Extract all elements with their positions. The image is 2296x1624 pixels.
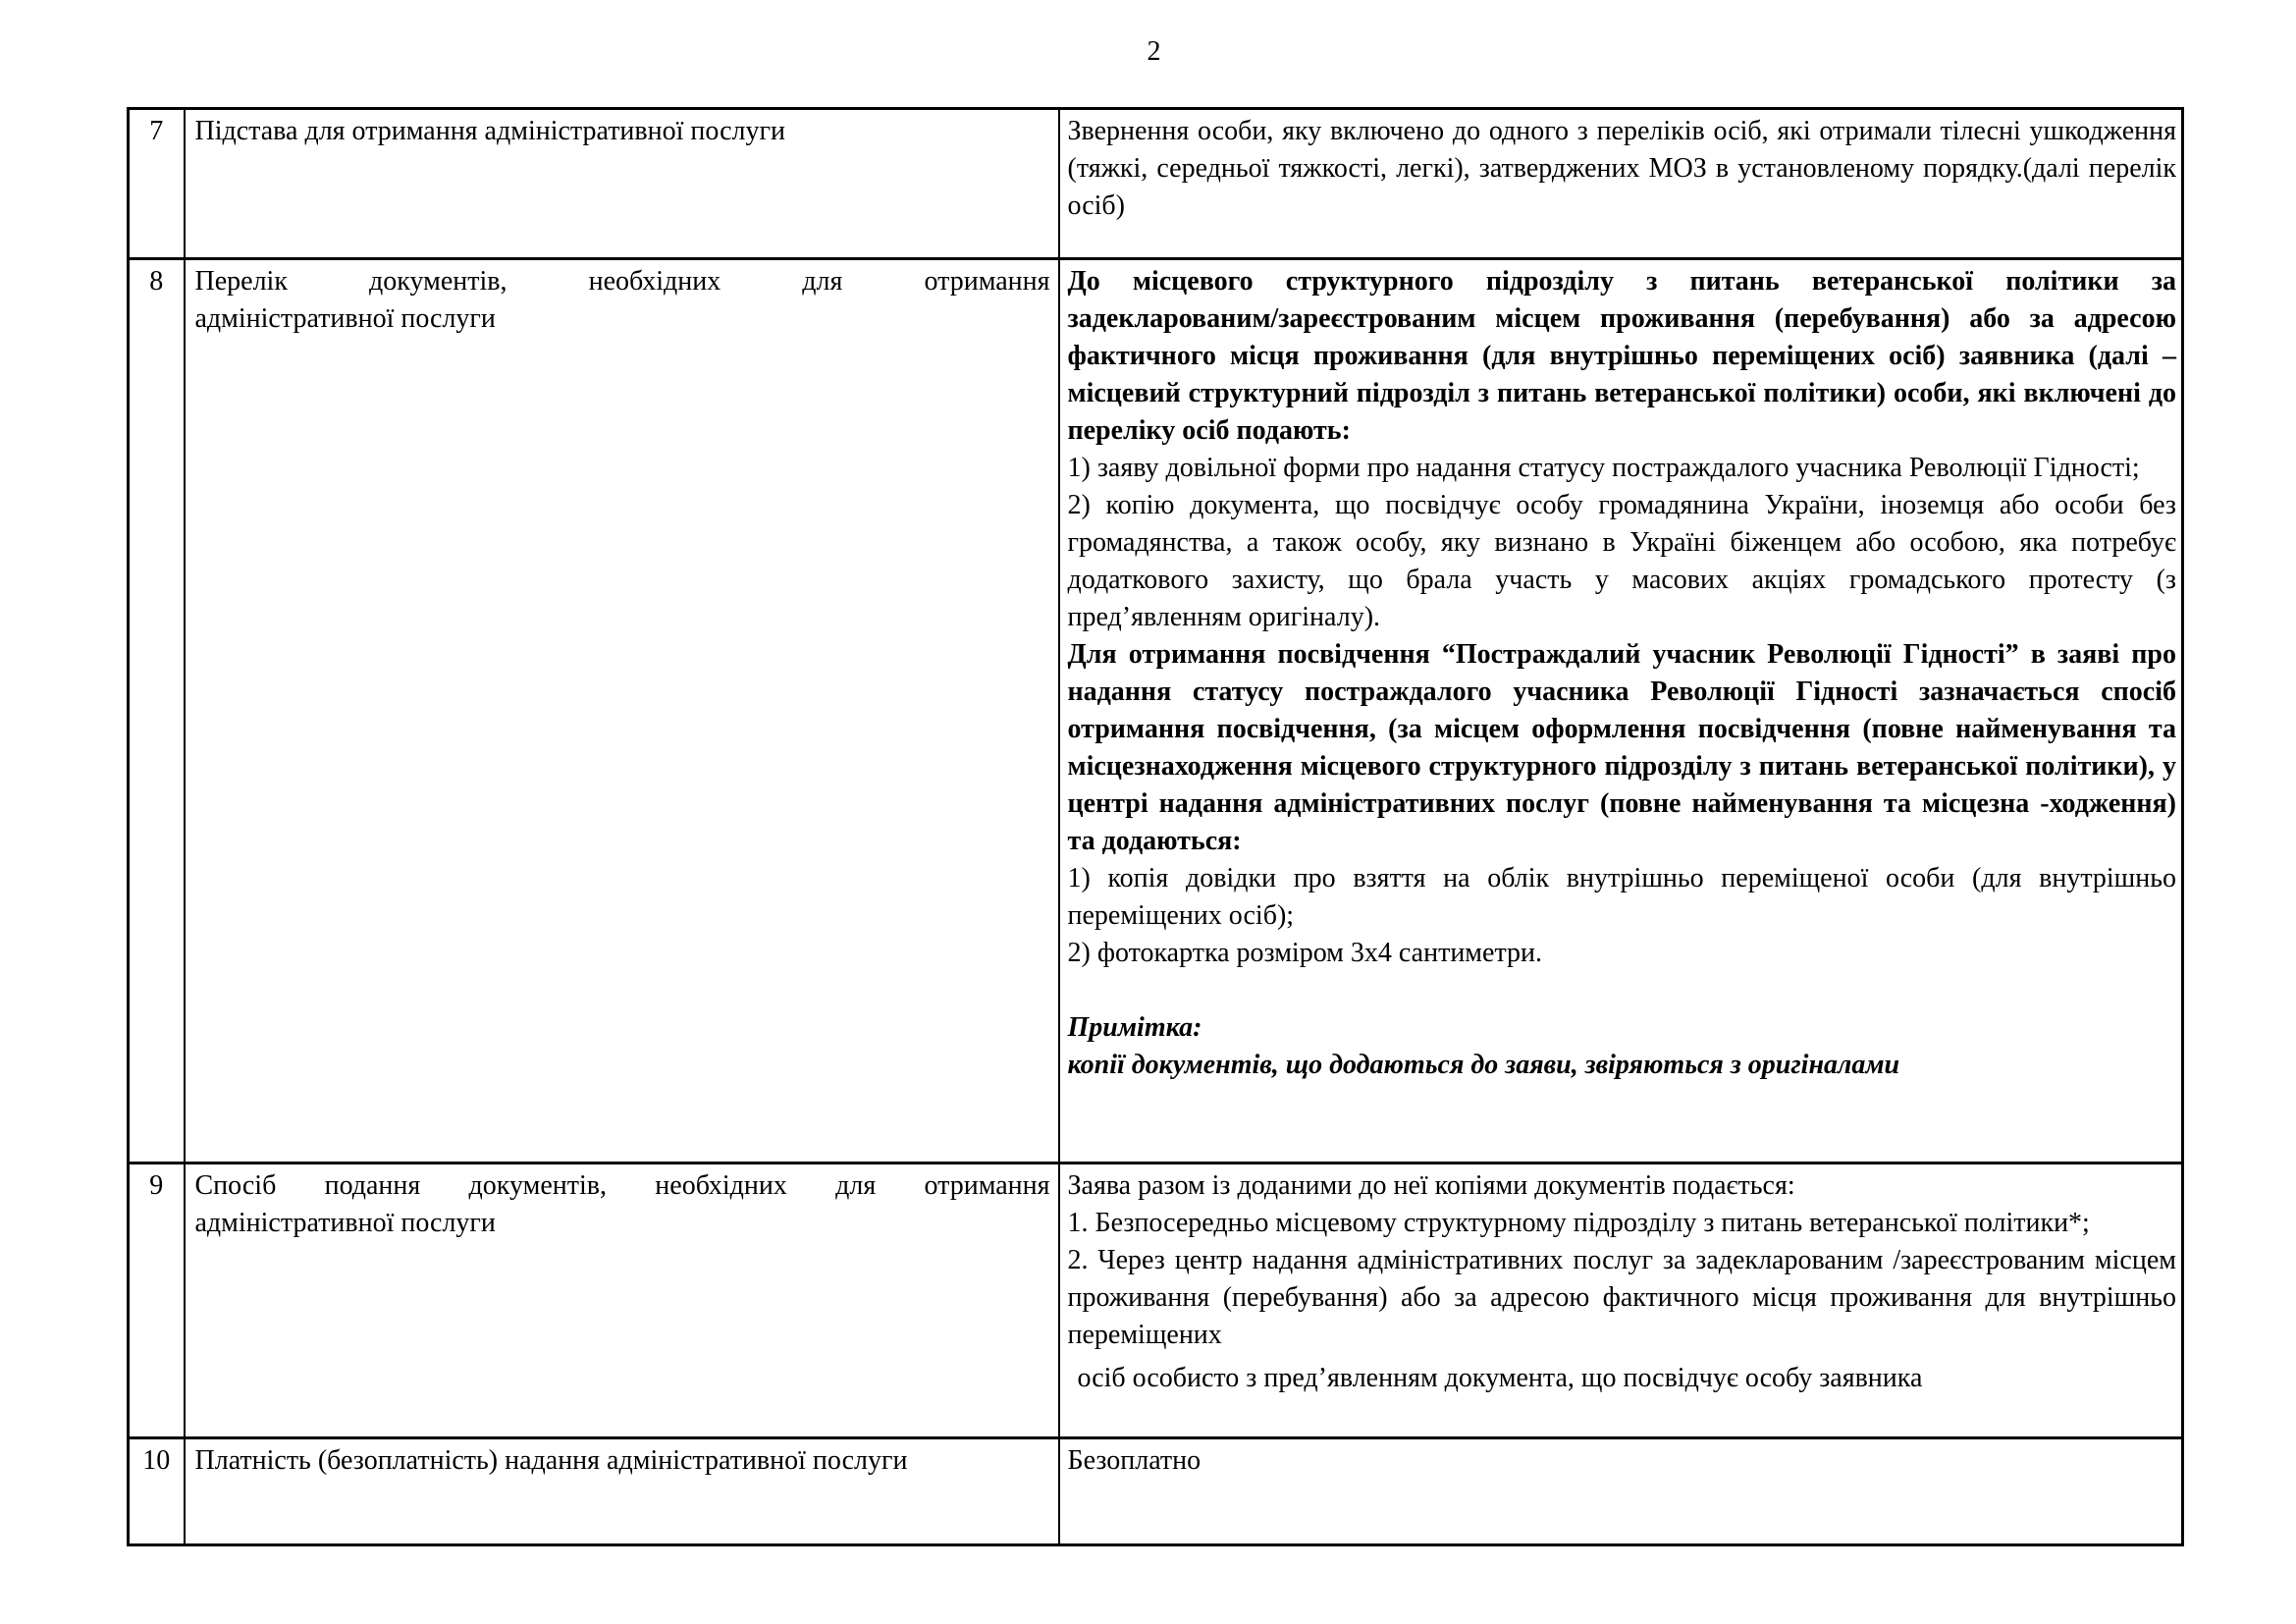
value-cell <box>1059 259 2183 1164</box>
attribute-text: Спосіб подання документів, необхідних для отримання <box>194 1170 1050 1201</box>
row-number-cell <box>129 1164 185 1438</box>
row-number: 8 <box>149 266 164 297</box>
note-label: Примітка: <box>1067 1012 1202 1043</box>
table-row-7 <box>129 109 2183 259</box>
page-number: 2 <box>1147 36 1161 67</box>
value-paragraph: До місцевого структурного підрозділу з питань ветеранської політики за задекларованим/зареєстрованим місцем проживання (перебування) або за адресою фактичного місця проживання (для внутрішньо переміщених осіб) заявника (далі – місцевий структурний підрозділ з питань ветеранської політики) особи, які включені до переліку осіб подають: <box>1067 266 2176 446</box>
value-paragraph: Для отримання посвідчення “Постраждалий учасник Революції Гідності” в заяві про надання статусу постраждалого учасника Революції Гідності зазначається спосіб отримання посвідчення, (за місцем оформлення посвідчення (повне найменування та місцезнаходження місцевого структурного підрозділу з питань ветеранської політики), у центрі надання адміністративних послуг (повне найменування та місцезна -ходження) та додаються: <box>1067 639 2176 856</box>
value-paragraph: Безоплатно <box>1067 1445 1201 1476</box>
attribute-text: адміністративної послуги <box>194 303 496 334</box>
attribute-cell <box>185 1164 1059 1438</box>
value-paragraph: Заява разом із доданими до неї копіями документів подається: <box>1067 1170 1795 1201</box>
value-paragraph: осіб особисто з пред’явленням документа, що посвідчує особу заявника <box>1077 1363 1923 1393</box>
value-cell <box>1059 1438 2183 1545</box>
attribute-cell <box>185 1438 1059 1545</box>
row-number-cell <box>129 1438 185 1545</box>
row-number-cell <box>129 109 185 259</box>
row-number-cell <box>129 259 185 1164</box>
value-paragraph: Звернення особи, яку включено до одного з переліків осіб, які отримали тілесні ушкодження (тяжкі, середньої тяжкості, легкі), затверджених МОЗ в установленому порядку.(далі перелік осіб) <box>1067 116 2176 221</box>
attribute-text: Підстава для отримання адміністративної послуги <box>194 116 785 146</box>
attribute-cell <box>185 109 1059 259</box>
note-text: копії документів, що додаються до заяви, звіряються з оригіналами <box>1067 1050 1900 1080</box>
attribute-text: Перелік документів, необхідних для отримання <box>194 266 1050 297</box>
table-row-8 <box>129 259 2183 1164</box>
value-paragraph: 1) заяву довільної форми про надання статусу постраждалого учасника Революції Гідності; <box>1067 453 2140 483</box>
value-paragraph: 2. Через центр надання адміністративних послуг за задекларованим /зареєстрованим місцем проживання (перебування) або за адресою фактичного місця проживання для внутрішньо переміщених <box>1067 1245 2176 1350</box>
value-paragraph: 2) копію документа, що посвідчує особу громадянина України, іноземця або особи без громадянства, а також особу, яку визнано в Україні біженцем або особою, яка потребує додаткового захисту, що брала участь у масових акціях громадського протесту (з пред’явленням оригіналу). <box>1067 490 2176 632</box>
row-number: 7 <box>149 116 164 146</box>
value-cell <box>1059 1164 2183 1438</box>
value-paragraph: 2) фотокартка розміром 3х4 сантиметри. <box>1067 938 1543 968</box>
value-paragraph: 1. Безпосередньо місцевому структурному підрозділу з питань ветеранської політики*; <box>1067 1208 2090 1238</box>
table-row-9 <box>129 1164 2183 1438</box>
value-cell <box>1059 109 2183 259</box>
blank-line <box>1068 972 2177 1009</box>
attribute-cell <box>185 259 1059 1164</box>
table-row-10 <box>129 1438 2183 1545</box>
attribute-text: адміністративної послуги <box>194 1208 496 1238</box>
row-number: 9 <box>149 1170 164 1201</box>
value-paragraph: 1) копія довідки про взяття на облік внутрішньо переміщеної особи (для внутрішньо переміщених осіб); <box>1067 863 2176 931</box>
service-info-table <box>127 107 2184 1546</box>
row-number: 10 <box>142 1445 171 1476</box>
attribute-text: Платність (безоплатність) надання адміністративної послуги <box>194 1445 908 1476</box>
